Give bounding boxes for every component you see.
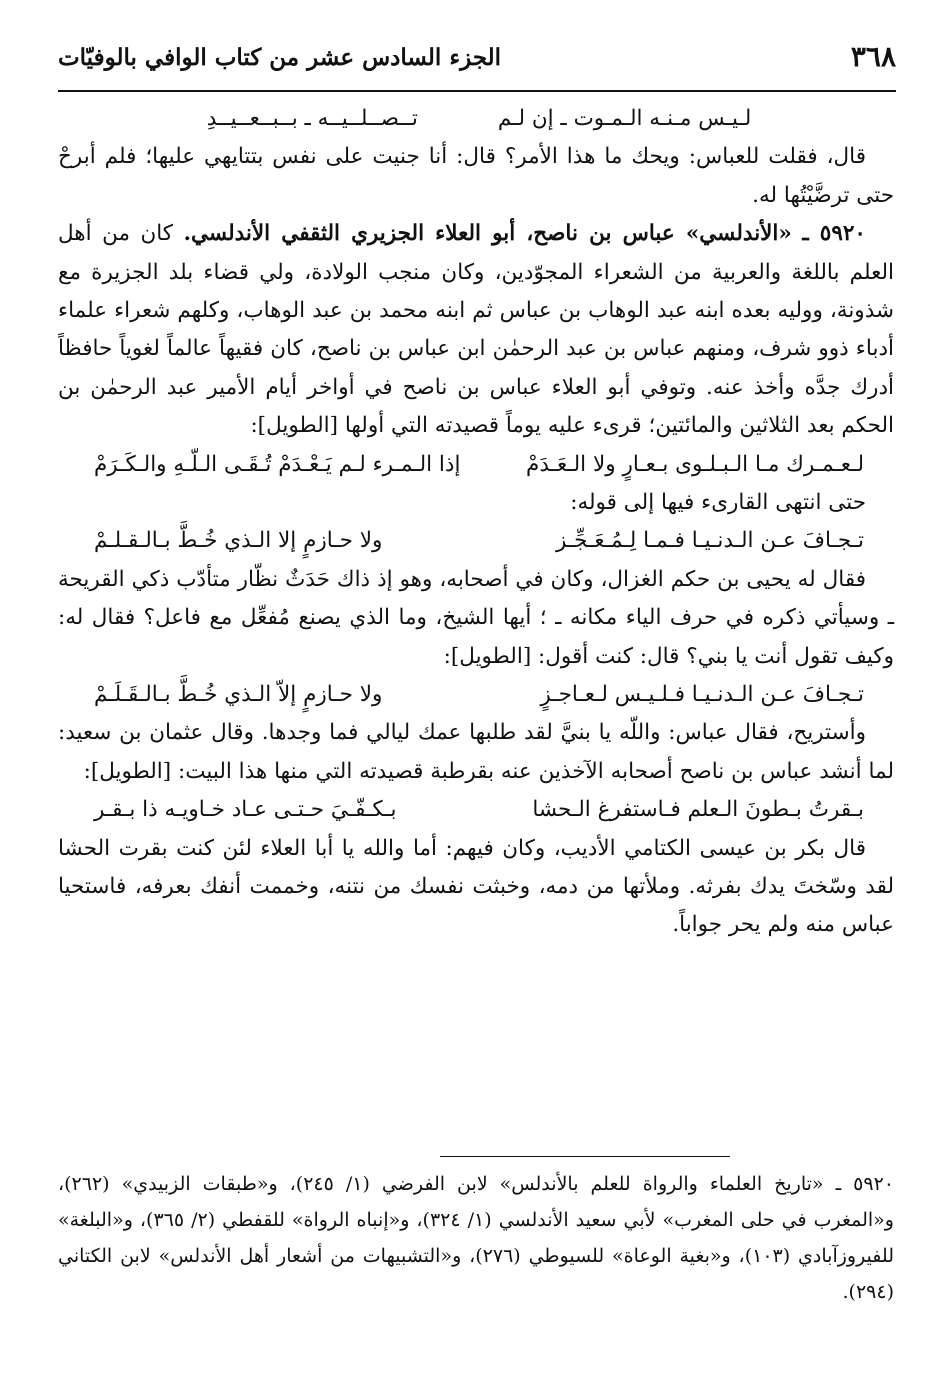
page-body: [58, 100, 894, 945]
entry-number: ٥٩٢٠ ـ: [802, 221, 866, 247]
footnote: [58, 1166, 894, 1310]
biography-entry: [58, 215, 894, 445]
verse-hemistich-first: لـعـمـرك مـا الـبـلـوى بـعـارٍ ولا الـعَـدَمْ: [526, 451, 864, 477]
entry-text: كان من أهل العلم باللغة والعربية من الشعراء المجوّدين، وكان منجب الولادة، ولي قضاء بلد الجزيرة مع شذونة، ووليه بعده ابنه عبد الوهاب بن عباس ثم ابنه محمد بن عبد الوهاب، وكلهم شعراء علماء أدباء ذوو شرف، ومنهم عباس بن عبد الرحمٰن ابن عباس بن ناصح، كان فقيهاً عالماً لغوياً حافظاً أدرك جدَّه وأخذ عنه. وتوفي أبو العلاء عباس بن ناصح في أواخر أيام الأمير عبد الرحمٰن بن الحكم بعد الثلاثين والمائتين؛ قرىء عليه يوماً قصيدته التي أولها [الطويل]:: [58, 221, 894, 439]
page-header: [58, 38, 896, 92]
verse-hemistich-first: بـقرتُ بـطونَ الـعلم فـاستفرغ الـحشا: [532, 797, 864, 823]
footnote-divider: [440, 1156, 730, 1157]
verse-hemistich-first: لـيـس مـنـه الـمـوت ـ إن لـم: [497, 106, 752, 131]
verse-hemistich-second: ولا حـازمٍ إلاّ الـذي خُـطَّ بـالـقَـلَـمْ: [94, 682, 383, 708]
verse-hemistich-second: ولا حـازمٍ إلا الـذي خُـطَّ بـالـقـلـمْ: [94, 528, 383, 554]
entry-name: «الأندلسي» عباس بن ناصح، أبو العلاء الجزيري الثقفي الأندلسي.: [183, 221, 792, 247]
verse-line: [58, 446, 894, 484]
page-number: ٣٦٨: [850, 40, 896, 73]
verse-hemistich-second: إذا الـمـرء لـم يَـعْـدَمْ تُـقَـى الـلّـهِ والـكَـرَمْ: [94, 451, 461, 477]
footnote-text: ٥٩٢٠ ـ «تاريخ العلماء والرواة للعلم بالأندلس» لابن الفرضي (١/ ٢٤٥)، و«طبقات الزبيدي» (٢٦٢)، و«المغرب في حلى المغرب» لأبي سعيد الأندلسي (١/ ٣٢٤)، و«إنباه الرواة» للقفطي (٢/ ٣٦٥)، و«البلغة» للفيروزآبادي (١٠٣)، و«بغية الوعاة» للسيوطي (٢٧٦)، و«التشبيهات من أشعار أهل الأندلس» لابن الكتاني (٢٩٤).: [58, 1173, 894, 1303]
paragraph: وأستريح، فقال عباس: واللّه يا بنيَّ لقد طلبها عمك ليالي فما وجدها. وقال عثمان بن سعيد: لما أنشد عباس بن ناصح أصحابه الآخذين عنه بقرطبة قصيدته التي منها هذا البيت: [الطويل]:: [58, 720, 894, 784]
running-title: الجزء السادس عشر من كتاب الوافي بالوفيّات: [58, 44, 502, 71]
paragraph: فقال له يحيى بن حكم الغزال، وكان في أصحابه، وهو إذ ذاك حَدَثٌ نظّار متأدّب ذكي القريحة ـ وسيأتي ذكره في حرف الياء مكانه ـ ؛ أيها الشيخ، وما الذي يصنع مُفعِّل مع فاعل؟ فقال له: وكيف تقول أنت يا بني؟ قال: كنت أقول: [الطويل]:: [58, 566, 894, 669]
verse-hemistich-second: تــصــلــيــه ـ بــبــعــيــدِ: [206, 106, 418, 131]
verse-hemistich-second: بـكـفّـيَ حـتـى عـاد خـاويـه ذا بـقـر: [94, 797, 397, 823]
verse-line: [58, 522, 894, 560]
verse-line: [58, 100, 894, 138]
paragraph: حتى انتهى القارىء فيها إلى قوله:: [570, 490, 866, 516]
verse-line: [58, 791, 894, 829]
paragraph: قال، فقلت للعباس: ويحك ما هذا الأمر؟ قال: أنا جنيت على نفس بتتايهي عليها؛ فلم أبرحْ حتى ترضَّيْتُها له.: [58, 144, 894, 208]
verse-hemistich-first: تـجـافَ عـن الـدنـيـا فـمـا لِـمُـعَـجِّـز: [555, 528, 864, 554]
verse-hemistich-first: تـجـافَ عـن الـدنـيـا فـلـيـس لـعـاجـزٍ: [540, 682, 864, 708]
verse-line: [58, 676, 894, 714]
paragraph: قال بكر بن عيسى الكتامي الأديب، وكان فيهم: أما والله يا أبا العلاء لئن كنت بقرت الحشا لقد وسّختَ يدك بفرثه. وملأتها من دمه، وخبثت نفسك من نتنه، وخممت أنفك بعرفه، فاستحيا عباس منه ولم يحر جواباً.: [58, 835, 894, 938]
